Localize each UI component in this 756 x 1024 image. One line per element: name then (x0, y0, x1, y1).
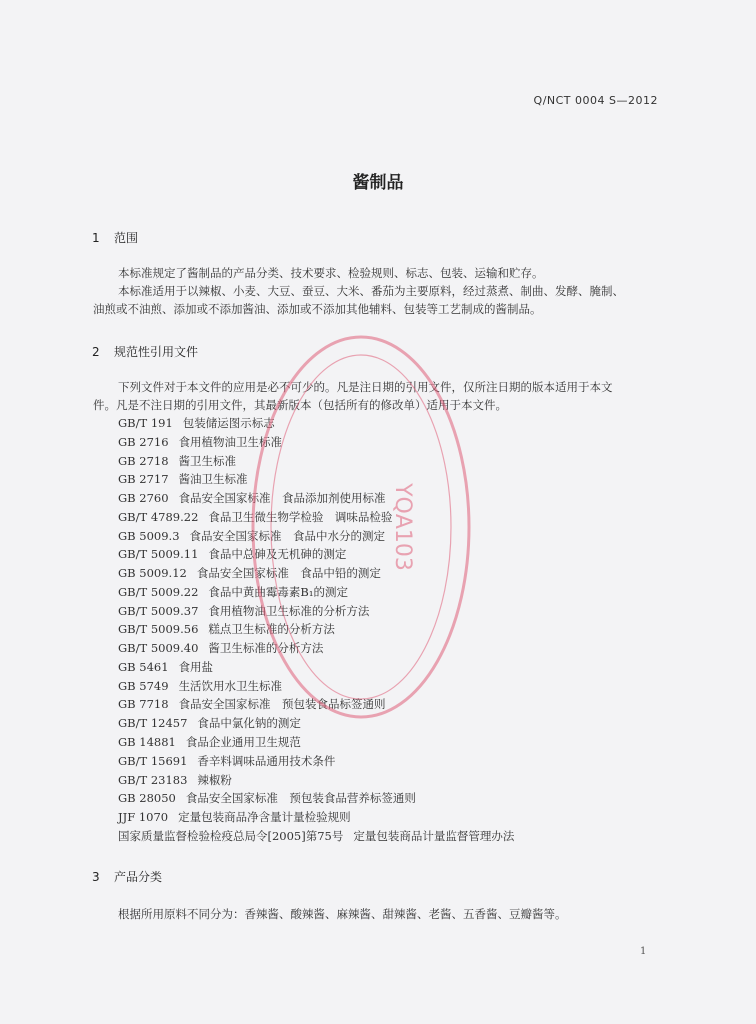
reference-title: 糕点卫生标准的分析方法 (208, 622, 335, 637)
reference-title: 酱卫生标准 (178, 453, 237, 468)
reference-title: 包装储运图示标志 (182, 416, 275, 430)
reference-title: 定量包装商品计量监督管理办法 (353, 828, 515, 843)
reference-title: 食品安全国家标准 预包装食品营养标签通则 (185, 791, 416, 806)
reference-item (118, 470, 514, 489)
reference-code: GB/T 23183 (118, 772, 188, 787)
reference-title: 酱卫生标准的分析方法 (208, 641, 324, 656)
reference-title: 食品卫生微生物学检验 调味品检验 (208, 509, 393, 524)
section-number: 2 (92, 345, 100, 359)
reference-code: GB/T 5009.56 (118, 622, 199, 637)
scope-paragraph (93, 264, 665, 318)
document-title: 酱制品 (352, 173, 404, 193)
scope-text-2b: 油煎或不油煎、添加或不添加酱油、添加或不添加其他辅料、包装等工艺制成的酱制品。 (93, 302, 542, 316)
reference-title: 食品安全国家标准 预包装食品标签通则 (178, 697, 386, 712)
reference-title: 食用植物油卫生标准 (178, 434, 283, 449)
reference-code: GB 5009.12 (118, 566, 187, 581)
reference-code: GB 7718 (118, 697, 169, 712)
reference-item (118, 527, 514, 546)
reference-code: GB 5009.3 (118, 528, 180, 543)
reference-code: GB/T 4789.22 (118, 509, 199, 524)
reference-item (118, 827, 514, 846)
section-2-heading (92, 343, 198, 360)
reference-code: GB/T 5009.22 (118, 584, 199, 599)
section-number: 3 (92, 870, 100, 884)
reference-title: 食品企业通用卫生规范 (185, 735, 301, 750)
reference-title: 食品中氯化钠的测定 (197, 716, 301, 731)
classification-paragraph (93, 905, 665, 923)
reference-code: GB/T 191 (118, 416, 173, 430)
reference-code: GB/T 12457 (118, 716, 188, 731)
reference-item (118, 433, 514, 452)
reference-code: GB 2718 (118, 453, 169, 468)
reference-item (118, 452, 514, 471)
reference-item (118, 414, 514, 433)
reference-item (118, 789, 514, 808)
reference-item (118, 545, 514, 564)
reference-item (118, 771, 514, 790)
reference-item (118, 508, 514, 527)
reference-item (118, 695, 514, 714)
reference-code: GB/T 15691 (118, 753, 188, 768)
standard-code: Q/NCT 0004 S—2012 (533, 94, 658, 107)
reference-title: 食品中黄曲霉毒素B₁的测定 (208, 584, 348, 599)
reference-title: 食品中总砷及无机砷的测定 (208, 547, 347, 562)
section-title: 范围 (114, 231, 139, 245)
reference-item (118, 489, 514, 508)
section-number: 1 (92, 231, 100, 245)
reference-code: GB 5461 (118, 659, 169, 674)
section-title: 产品分类 (114, 870, 163, 884)
reference-item (118, 733, 514, 752)
reference-title: 定量包装商品净含量计量检验规则 (178, 810, 351, 825)
reference-code: JJF 1070 (118, 810, 169, 825)
reference-code: GB 2760 (118, 491, 169, 506)
classification-text: 根据所用原料不同分为：香辣酱、酸辣酱、麻辣酱、甜辣酱、老酱、五香酱、豆瓣酱等。 (118, 907, 567, 921)
reference-item (118, 620, 514, 639)
reference-item (118, 583, 514, 602)
reference-code: GB/T 5009.40 (118, 641, 199, 656)
reference-item (118, 658, 514, 677)
reference-title: 酱油卫生标准 (178, 472, 248, 487)
refs-intro-1: 下列文件对于本文件的应用是必不可少的。凡是注日期的引用文件，仅所注日期的版本适用于本文 (118, 380, 613, 394)
reference-title: 食品安全国家标准 食品添加剂使用标准 (178, 491, 386, 506)
reference-item (118, 752, 514, 771)
section-3-heading (92, 868, 162, 885)
reference-item (118, 564, 514, 583)
reference-code: GB 5749 (118, 678, 169, 693)
reference-code: GB 28050 (118, 791, 176, 806)
reference-item (118, 677, 514, 696)
refs-intro-paragraph (93, 378, 665, 414)
reference-code: 国家质量监督检验检疫总局令[2005]第75号 (118, 828, 344, 843)
reference-title: 生活饮用水卫生标准 (178, 678, 283, 693)
reference-title: 食品安全国家标准 食品中水分的测定 (189, 528, 386, 543)
reference-code: GB 14881 (118, 735, 176, 750)
reference-code: GB/T 5009.11 (118, 547, 199, 562)
reference-item (118, 639, 514, 658)
reference-title: 香辛料调味品通用技术条件 (197, 753, 336, 768)
reference-item (118, 602, 514, 621)
scope-text-1: 本标准规定了酱制品的产品分类、技术要求、检验规则、标志、包装、运输和贮存。 (118, 266, 544, 280)
reference-code: GB 2716 (118, 434, 169, 449)
reference-title: 辣椒粉 (197, 772, 232, 787)
page-number: 1 (640, 946, 647, 957)
reference-title: 食用盐 (178, 659, 214, 674)
section-title: 规范性引用文件 (114, 345, 199, 359)
scope-text-2a: 本标准适用于以辣椒、小麦、大豆、蚕豆、大米、番茄为主要原料，经过蒸煮、制曲、发酵、腌制、 (118, 284, 624, 298)
section-1-heading (92, 229, 138, 246)
reference-item (118, 714, 514, 733)
reference-title: 食品安全国家标准 食品中铅的测定 (196, 566, 381, 581)
reference-code: GB 2717 (118, 472, 169, 487)
reference-list (118, 414, 514, 846)
svg-text:YQA103: YQA103 (390, 483, 415, 571)
reference-item (118, 808, 514, 827)
refs-intro-2: 件。凡是不注日期的引用文件，其最新版本（包括所有的修改单）适用于本文件。 (93, 398, 507, 412)
reference-title: 食用植物油卫生标准的分析方法 (208, 603, 370, 618)
reference-code: GB/T 5009.37 (118, 603, 199, 618)
